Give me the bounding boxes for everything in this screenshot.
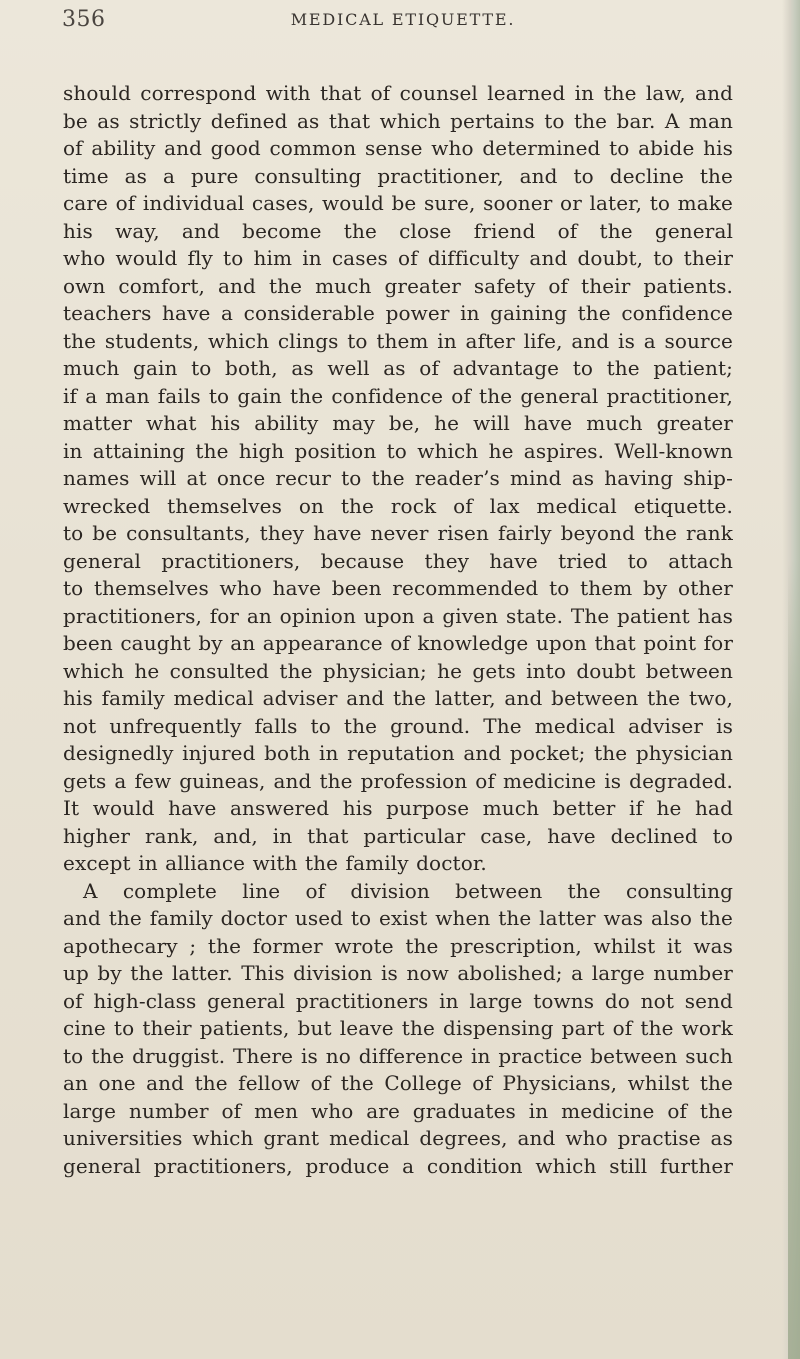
page-number: 356	[62, 7, 106, 32]
text-line: up by the latter. This division is now abolished; a large number	[63, 961, 733, 985]
text-line: apothecary ; the former wrote the prescription, whilst it was	[63, 933, 733, 958]
text-line: It would have answered his purpose much better if he had	[63, 796, 733, 820]
running-head: MEDICAL ETIQUETTE.	[290, 10, 516, 29]
text-line: general practitioners, produce a condition which still further	[63, 1153, 733, 1178]
text-line: matter what his ability may be, he will have much greater	[63, 411, 733, 435]
text-line: his way, and become the close friend of the general	[63, 218, 733, 243]
text-line: general practitioners, because they have tried to attach	[63, 548, 733, 573]
text-line: own comfort, and the much greater safety of their patients.	[63, 273, 733, 298]
text-line: his family medical adviser and the latter, and between the two,	[63, 686, 733, 710]
text-line: who would fly to him in cases of difficulty and doubt, to their	[63, 246, 733, 270]
text-line: teachers have a considerable power in gaining the confidence	[63, 301, 733, 325]
text-line: designedly injured both in reputation and pocket; the physician	[63, 741, 733, 765]
text-line: to be consultants, they have never risen fairly beyond the rank	[63, 521, 733, 545]
text-line: to themselves who have been recommended to them by other	[63, 576, 733, 600]
text-line: should correspond with that of counsel learned in the law, and	[63, 81, 733, 105]
page-edge-shadow	[782, 0, 800, 1359]
text-line: names will at once recur to the reader’s mind as having ship-	[63, 466, 733, 490]
text-line: an one and the fellow of the College of Physicians, whilst the	[63, 1071, 733, 1095]
text-line: care of individual cases, would be sure, sooner or later, to make	[63, 191, 733, 215]
page-header	[0, 0, 800, 82]
text-line: wrecked themselves on the rock of lax medical etiquette.	[63, 493, 733, 518]
text-line: to the druggist. There is no difference in practice between such	[63, 1043, 733, 1068]
text-line: large number of men who are graduates in medicine of the	[63, 1098, 733, 1123]
text-line: practitioners, for an opinion upon a given state. The patient has	[63, 603, 733, 628]
text-line: the students, which clings to them in after life, and is a source	[63, 328, 733, 353]
text-line: A complete line of division between the consulting	[83, 878, 733, 903]
text-line: which he consulted the physician; he gets into doubt between	[63, 658, 733, 683]
text-line: cine to their patients, but leave the dispensing part of the work	[63, 1016, 733, 1040]
text-line: of high-class general practitioners in large towns do not send	[63, 988, 733, 1013]
body-text	[63, 80, 733, 1180]
text-line: time as a pure consulting practitioner, and to decline the	[63, 163, 733, 188]
text-line: gets a few guineas, and the profession of medicine is degraded.	[63, 768, 733, 793]
text-line: in attaining the high position to which he aspires. Well-known	[63, 438, 733, 463]
text-line: higher rank, and, in that particular case, have declined to	[63, 823, 733, 848]
text-line: if a man fails to gain the confidence of the general practitioner,	[63, 383, 733, 408]
text-line: and the family doctor used to exist when the latter was also the	[63, 906, 733, 930]
text-line: not unfrequently falls to the ground. The medical adviser is	[63, 713, 733, 738]
text-line: much gain to both, as well as of advantage to the patient;	[63, 356, 733, 380]
text-line: of ability and good common sense who determined to abide his	[63, 136, 733, 160]
text-line: universities which grant medical degrees, and who practise as	[63, 1126, 733, 1150]
text-line: be as strictly defined as that which pertains to the bar. A man	[63, 108, 733, 133]
text-line: been caught by an appearance of knowledge upon that point for	[63, 631, 733, 655]
text-line: except in alliance with the family doctor.	[63, 851, 487, 875]
